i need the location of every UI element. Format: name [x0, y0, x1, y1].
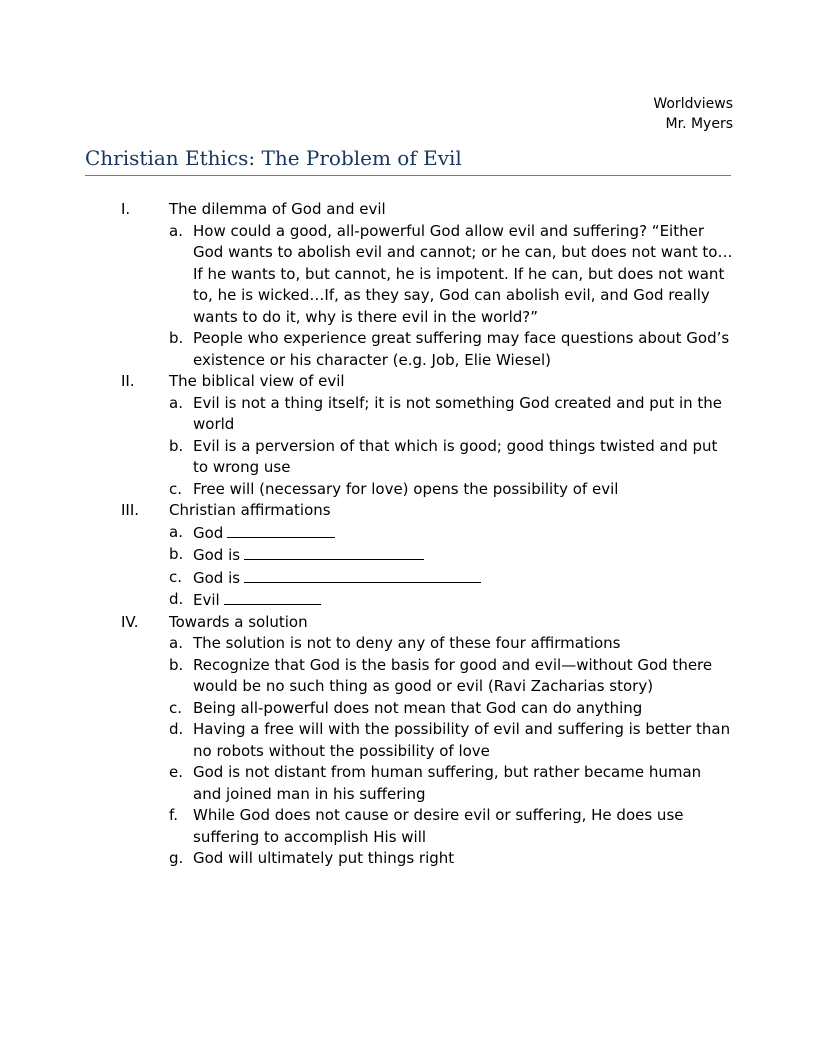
list-item: [0, 719, 817, 762]
item-letter: b.: [169, 655, 184, 674]
item-letter: a.: [169, 522, 183, 541]
section-3: [0, 500, 817, 612]
outline: [0, 199, 817, 870]
list-item: [0, 221, 817, 329]
list-item: [0, 805, 817, 848]
item-text: While God does not cause or desire evil or suffering, He does use suffering to accomplish His will: [193, 806, 684, 846]
list-item: [0, 436, 817, 479]
section-number: IV.: [121, 612, 139, 631]
item-letter: f.: [169, 806, 178, 824]
item-text: How could a good, all-powerful God allow evil and suffering? “Either God wants to abolish evil and cannot; or he can, but does not want to…If he wants to, but cannot, he is impotent. If he can, but does not want to, he is wicked…If, as they say, God can abolish evil, and God really wants to do it, why is there evil in the world?”: [193, 221, 733, 326]
item-letter: b.: [169, 436, 184, 455]
section-4: [0, 612, 817, 870]
list-item: [0, 633, 817, 655]
item-text: Evil: [193, 591, 220, 609]
item-letter: g.: [169, 849, 184, 867]
item-text: People who experience great suffering may face questions about God’s existence or his character (e.g. Job, Elie Wiesel): [193, 329, 730, 369]
section-heading: [0, 199, 817, 221]
item-letter: a.: [169, 221, 183, 240]
item-text: God: [193, 523, 224, 542]
item-letter: c.: [169, 479, 183, 498]
list-item: [0, 762, 817, 805]
section-number: III.: [121, 501, 140, 519]
section-heading: [0, 500, 817, 522]
teacher-name: Mr. Myers: [665, 115, 733, 132]
list-item: [0, 848, 817, 870]
list-item: [0, 698, 817, 720]
fill-in-blank: [244, 567, 481, 583]
section-1: [0, 199, 817, 371]
section-heading: [0, 371, 817, 393]
item-letter: d.: [169, 590, 184, 608]
item-text: Evil is a perversion of that which is good; good things twisted and put to wrong use: [193, 436, 718, 476]
list-item: [0, 567, 817, 590]
item-text: God will ultimately put things right: [193, 849, 455, 867]
fill-in-blank: [224, 589, 321, 605]
list-item: [0, 655, 817, 698]
item-text: God is: [193, 568, 241, 587]
item-letter: b.: [169, 545, 184, 563]
list-item: [0, 479, 817, 501]
item-letter: d.: [169, 720, 184, 738]
item-letter: a.: [169, 393, 183, 412]
item-text: Being all-powerful does not mean that God can do anything: [193, 698, 643, 717]
item-text: Evil is not a thing itself; it is not something God created and put in the world: [193, 393, 723, 433]
item-text: God is: [193, 546, 241, 564]
section-2: [0, 371, 817, 500]
item-letter: e.: [169, 763, 183, 781]
item-letter: c.: [169, 567, 183, 586]
item-letter: b.: [169, 329, 184, 347]
section-title: Towards a solution: [169, 612, 308, 631]
item-letter: c.: [169, 698, 183, 717]
fill-in-blank: [227, 522, 335, 538]
item-text: The solution is not to deny any of these four affirmations: [193, 634, 621, 652]
list-item: [0, 328, 817, 371]
section-title: The dilemma of God and evil: [169, 200, 386, 218]
item-letter: a.: [169, 634, 183, 652]
page-title: Christian Ethics: The Problem of Evil: [85, 146, 731, 176]
list-item: [0, 589, 817, 612]
section-number: I.: [121, 200, 131, 218]
item-text: Recognize that God is the basis for good and evil—without God there would be no such thing as good or evil (Ravi Zacharias story): [193, 655, 713, 695]
section-number: II.: [121, 372, 135, 390]
list-item: [0, 393, 817, 436]
fill-in-blank: [244, 544, 424, 560]
list-item: [0, 544, 817, 567]
section-title: The biblical view of evil: [169, 372, 345, 390]
section-heading: [0, 612, 817, 634]
item-text: Free will (necessary for love) opens the possibility of evil: [193, 479, 619, 498]
list-item: [0, 522, 817, 545]
item-text: Having a free will with the possibility of evil and suffering is better than no robots without the possibility of love: [193, 720, 731, 760]
item-text: God is not distant from human suffering, but rather became human and joined man in his suffering: [193, 763, 702, 803]
section-title: Christian affirmations: [169, 501, 331, 519]
header-info: [653, 95, 733, 134]
course-name: Worldviews: [653, 96, 733, 112]
